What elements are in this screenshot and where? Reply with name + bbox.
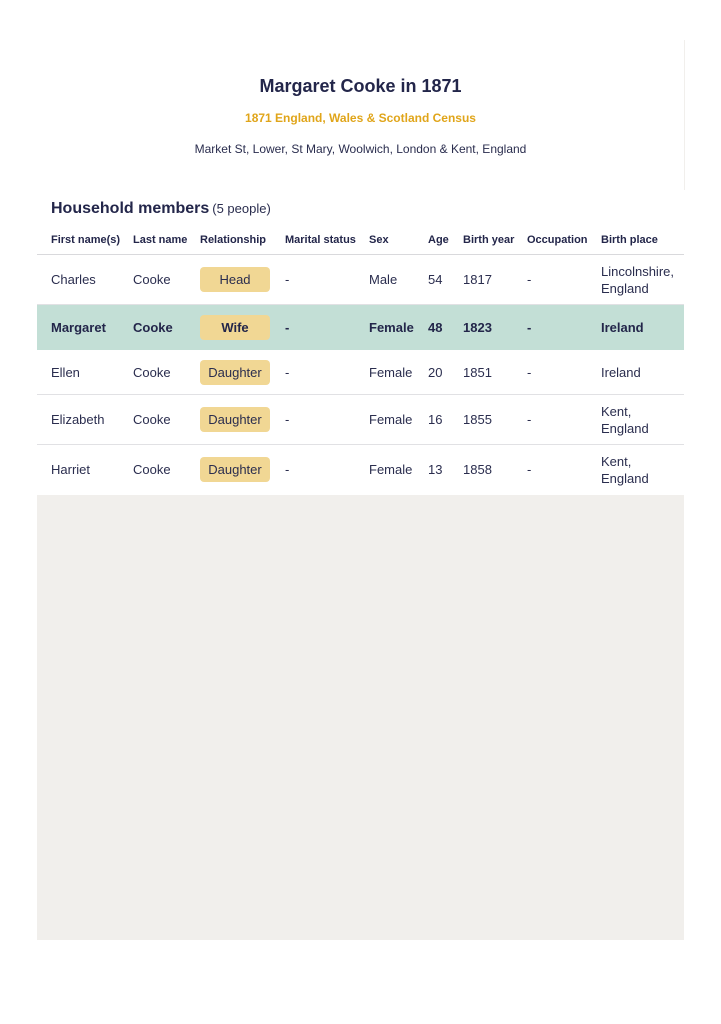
- household-count: (5 people): [212, 201, 271, 216]
- relationship-badge: Daughter: [200, 360, 270, 385]
- occupation-cell: -: [527, 412, 532, 427]
- first-name-cell[interactable]: Charles: [51, 272, 96, 287]
- age-cell: 13: [428, 462, 443, 477]
- marital-status-cell: -: [285, 364, 290, 380]
- relationship-cell: [200, 395, 270, 444]
- census-address: Market St, Lower, St Mary, Woolwich, London & Kent, England: [194, 142, 527, 156]
- page-title: Margaret Cooke in 1871: [259, 76, 462, 96]
- birth-year-cell: 1817: [463, 272, 492, 287]
- first-name-cell[interactable]: Ellen: [51, 364, 80, 380]
- occupation-cell: -: [527, 320, 532, 335]
- sex-cell: Male: [369, 272, 398, 287]
- column-header-marital-status: Marital status: [285, 234, 356, 246]
- birth-year-cell: 1855: [463, 412, 492, 427]
- age-cell: 16: [428, 412, 443, 427]
- relationship-badge: Daughter: [200, 457, 270, 482]
- column-header-sex: Sex: [369, 234, 389, 246]
- household-row-harriet[interactable]: [37, 445, 684, 494]
- birth-year-cell: 1858: [463, 462, 492, 477]
- sex-cell: Female: [369, 462, 413, 477]
- last-name-cell: Cooke: [133, 364, 171, 380]
- birth-place-cell: [601, 255, 683, 304]
- household-panel: [37, 190, 684, 940]
- household-row-elizabeth[interactable]: [37, 395, 684, 445]
- sex-cell: Female: [369, 320, 414, 335]
- column-header-age: Age: [428, 234, 449, 246]
- birth-place-cell: [601, 445, 683, 494]
- relationship-cell: [200, 255, 270, 304]
- record-header: [37, 40, 685, 190]
- first-name-cell[interactable]: Margaret: [51, 320, 106, 335]
- last-name-cell: Cooke: [133, 320, 173, 335]
- household-title-text: Household members: [51, 200, 210, 217]
- marital-status-cell: -: [285, 272, 290, 287]
- household-title: [51, 200, 271, 218]
- column-header-first-name: First name(s): [51, 234, 121, 246]
- marital-status-cell: -: [285, 412, 290, 427]
- column-header-occupation: Occupation: [527, 234, 588, 246]
- sex-cell: Female: [369, 364, 413, 380]
- occupation-cell: -: [527, 364, 532, 380]
- birth-place-line: Kent,: [601, 453, 632, 469]
- birth-year-cell: 1851: [463, 364, 492, 380]
- birth-place-line: England: [601, 470, 649, 486]
- relationship-badge: Daughter: [200, 407, 270, 432]
- household-table: [37, 190, 684, 495]
- age-cell: 48: [428, 320, 443, 335]
- birth-place-line: Lincolnshire,: [601, 263, 674, 279]
- birth-place-cell: Ireland: [601, 364, 641, 380]
- marital-status-cell: -: [285, 320, 290, 335]
- occupation-cell: -: [527, 272, 532, 287]
- relationship-badge: Wife: [200, 315, 270, 340]
- birth-year-cell: 1823: [463, 320, 492, 335]
- last-name-cell: Cooke: [133, 272, 171, 287]
- column-header-last-name: Last name: [133, 234, 188, 246]
- marital-status-cell: -: [285, 462, 290, 477]
- census-name: 1871 England, Wales & Scotland Census: [245, 111, 476, 125]
- column-header-birth-place: Birth place: [601, 234, 658, 246]
- sex-cell: Female: [369, 412, 413, 427]
- birth-place-cell: Ireland: [601, 320, 644, 335]
- relationship-badge: Head: [200, 267, 270, 292]
- age-cell: 20: [428, 364, 443, 380]
- first-name-cell[interactable]: Harriet: [51, 462, 91, 477]
- birth-place-line: England: [601, 420, 649, 436]
- household-row-charles[interactable]: [37, 255, 684, 305]
- household-row-margaret-highlighted[interactable]: [37, 305, 684, 350]
- occupation-cell: -: [527, 462, 532, 477]
- last-name-cell: Cooke: [133, 412, 171, 427]
- relationship-cell: [200, 305, 270, 350]
- birth-place-line: Kent,: [601, 403, 632, 419]
- first-name-cell[interactable]: Elizabeth: [51, 412, 105, 427]
- household-row-ellen[interactable]: [37, 350, 684, 395]
- age-cell: 54: [428, 272, 443, 287]
- relationship-cell: [200, 350, 270, 394]
- birth-place-cell: [601, 395, 683, 444]
- birth-place-line: England: [601, 280, 649, 296]
- column-header-birth-year: Birth year: [463, 234, 515, 246]
- relationship-cell: [200, 445, 270, 494]
- last-name-cell: Cooke: [133, 462, 171, 477]
- column-header-relationship: Relationship: [200, 234, 267, 246]
